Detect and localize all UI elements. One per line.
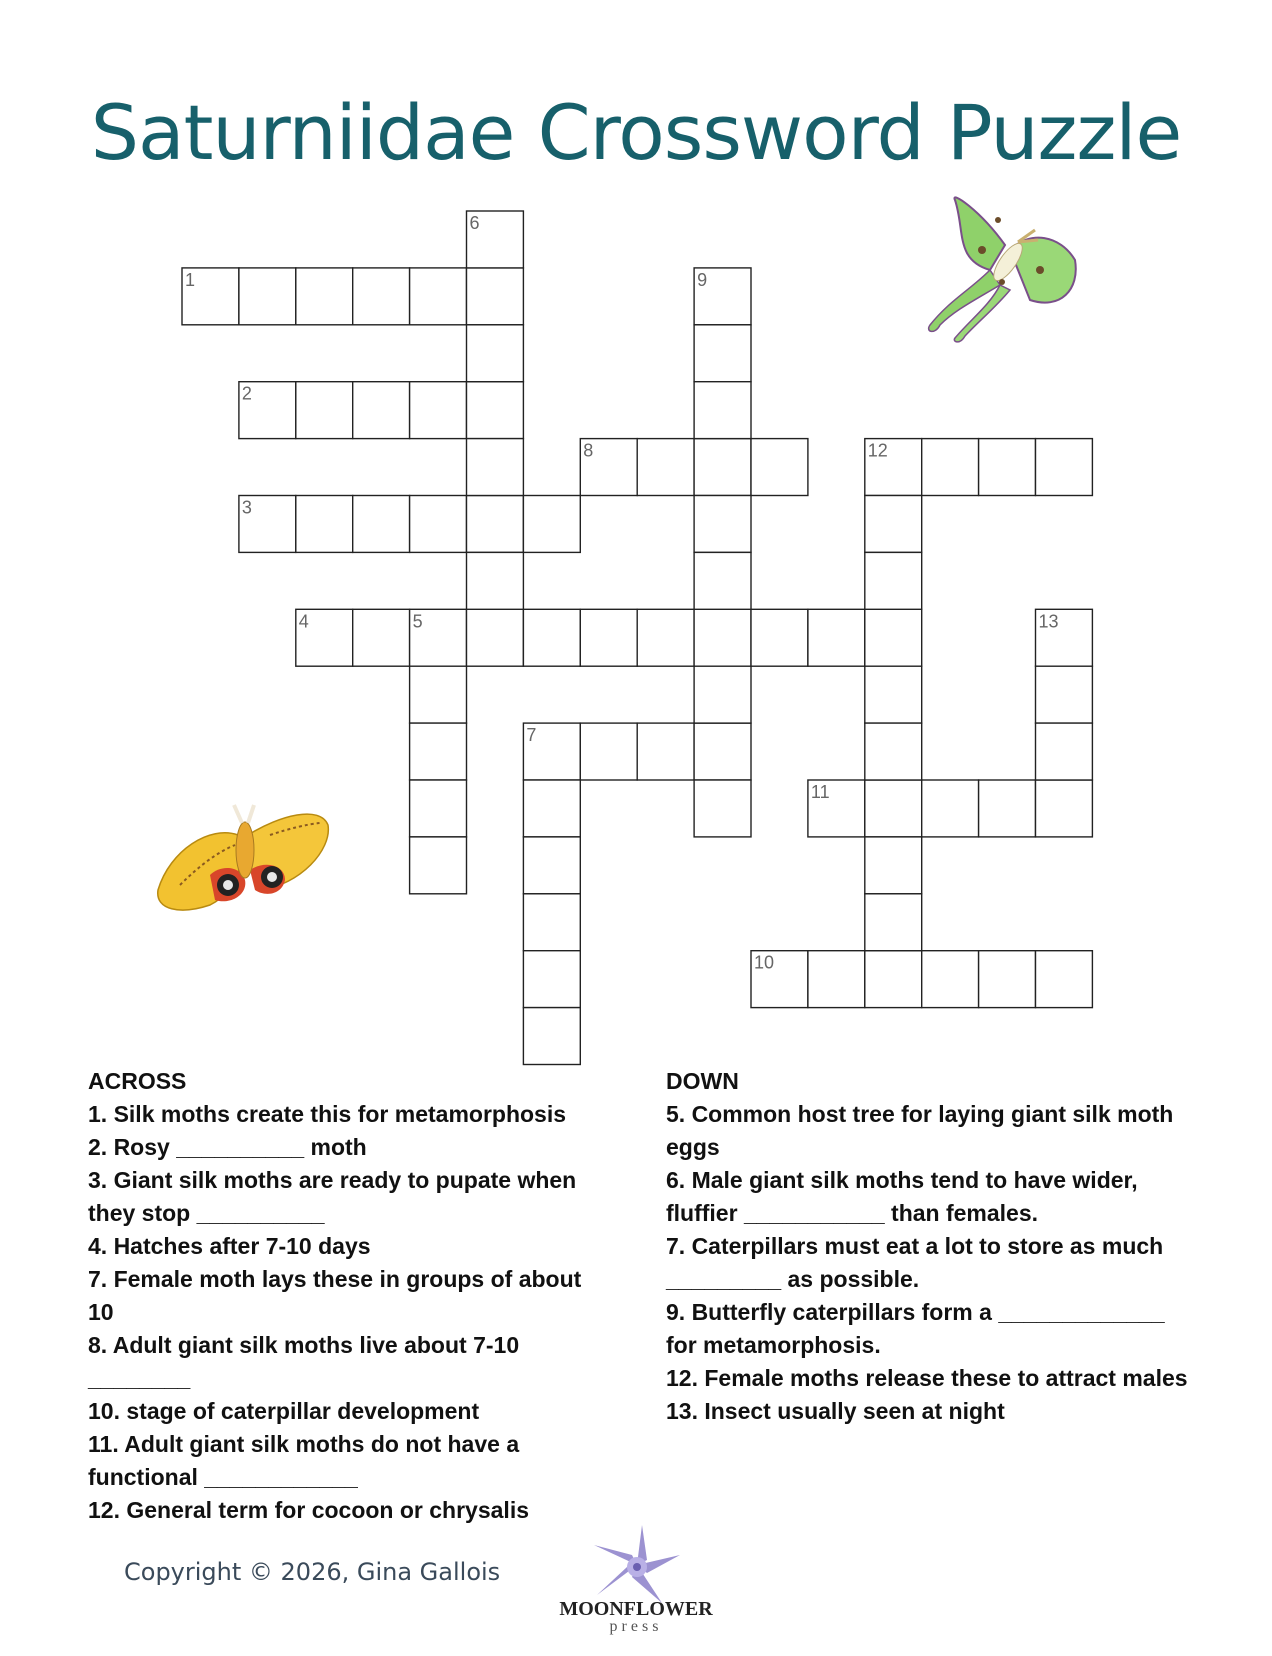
grid-cell[interactable]: [979, 439, 1036, 496]
grid-cell[interactable]: [1036, 439, 1093, 496]
grid-cell[interactable]: [410, 723, 467, 780]
grid-cell[interactable]: [637, 609, 694, 666]
clue-number: 13: [1038, 611, 1059, 632]
grid-cell[interactable]: [865, 780, 922, 837]
grid-cell[interactable]: [694, 382, 751, 439]
grid-cell[interactable]: [523, 609, 580, 666]
grid-cell[interactable]: [694, 552, 751, 609]
grid-cell[interactable]: [523, 780, 580, 837]
down-clue-13: 13. Insect usually seen at night: [666, 1398, 1005, 1424]
grid-cell[interactable]: [410, 837, 467, 894]
grid-cell[interactable]: [523, 1008, 580, 1065]
grid-cell[interactable]: [865, 894, 922, 951]
grid-cell[interactable]: [865, 723, 922, 780]
grid-cell[interactable]: [694, 723, 751, 780]
grid-cell[interactable]: [296, 382, 353, 439]
grid-cell[interactable]: [467, 496, 524, 553]
clue-number: 9: [697, 269, 708, 290]
grid-cell[interactable]: [694, 496, 751, 553]
luna-moth-icon: [929, 197, 1076, 341]
grid-cell[interactable]: [410, 666, 467, 723]
grid-cell[interactable]: [979, 951, 1036, 1008]
grid-cell[interactable]: [694, 780, 751, 837]
page-title: Saturniidae Crossword Puzzle: [90, 88, 1182, 177]
down-clue-5: 5. Common host tree for laying giant silk moth eggs: [666, 1101, 1174, 1160]
grid-cell[interactable]: [865, 666, 922, 723]
grid-cell[interactable]: [694, 325, 751, 382]
grid-cell[interactable]: [1036, 723, 1093, 780]
clue-number: 3: [241, 497, 252, 518]
across-heading: ACROSS: [88, 1068, 187, 1094]
grid-cell[interactable]: [1036, 951, 1093, 1008]
grid-cell[interactable]: [410, 382, 467, 439]
grid-cell[interactable]: [467, 325, 524, 382]
clue-number: 2: [241, 383, 252, 404]
clue-number: 1: [185, 269, 196, 290]
down-clue-7: 7. Caterpillars must eat a lot to store as much _________ as possible.: [666, 1233, 1164, 1292]
grid-cell[interactable]: [865, 609, 922, 666]
grid-cell[interactable]: [694, 666, 751, 723]
across-clue-3: 3. Giant silk moths are ready to pupate when they stop __________: [88, 1167, 577, 1226]
across-clues: [88, 1065, 608, 1527]
grid-cell[interactable]: [410, 268, 467, 325]
brand-sub: press: [609, 1618, 663, 1635]
grid-cell[interactable]: [239, 268, 296, 325]
clue-number: 5: [412, 611, 423, 632]
grid-cell[interactable]: [467, 439, 524, 496]
grid-cell[interactable]: [751, 439, 808, 496]
grid-cell[interactable]: [637, 439, 694, 496]
grid-cell[interactable]: [865, 552, 922, 609]
grid-cell[interactable]: [296, 268, 353, 325]
grid-cell[interactable]: [523, 496, 580, 553]
moonflower-press-logo: [556, 1600, 716, 1636]
across-clue-7: 7. Female moth lays these in groups of about 10: [88, 1266, 582, 1325]
clue-number: 10: [754, 952, 775, 973]
across-clue-1: 1. Silk moths create this for metamorphosis: [88, 1101, 567, 1127]
grid-cell[interactable]: [922, 439, 979, 496]
grid-cell[interactable]: [922, 780, 979, 837]
grid-cell[interactable]: [922, 951, 979, 1008]
grid-cell[interactable]: [523, 894, 580, 951]
brand-name: MOONFLOWER: [559, 1598, 713, 1620]
clue-number: 12: [867, 440, 888, 461]
grid-cell[interactable]: [353, 496, 410, 553]
across-clue-4: 4. Hatches after 7-10 days: [88, 1233, 371, 1259]
moonflower-logo-icon: [592, 1525, 682, 1605]
clue-number: 6: [469, 213, 480, 233]
grid-cell[interactable]: [808, 609, 865, 666]
grid-cell[interactable]: [865, 837, 922, 894]
down-clue-12: 12. Female moths release these to attract males: [666, 1365, 1188, 1391]
grid-cell[interactable]: [410, 780, 467, 837]
down-clues: [666, 1065, 1196, 1428]
grid-cell[interactable]: [808, 951, 865, 1008]
grid-cell[interactable]: [751, 609, 808, 666]
io-moth-illustration: [150, 795, 335, 930]
grid-cell[interactable]: [353, 609, 410, 666]
grid-cell[interactable]: [353, 268, 410, 325]
clue-number: 8: [583, 440, 594, 461]
grid-cell[interactable]: [580, 609, 637, 666]
grid-cell[interactable]: [865, 496, 922, 553]
grid-cell[interactable]: [694, 439, 751, 496]
copyright-text: Copyright © 2026, Gina Gallois: [124, 1558, 501, 1586]
down-clue-9: 9. Butterfly caterpillars form a _____________ for metamorphosis.: [666, 1299, 1165, 1358]
grid-cell[interactable]: [467, 268, 524, 325]
clue-number: 7: [526, 725, 537, 746]
across-clue-8: 8. Adult giant silk moths live about 7-10 ________: [88, 1332, 520, 1391]
grid-cell[interactable]: [410, 496, 467, 553]
grid-cell[interactable]: [1036, 780, 1093, 837]
across-clue-12: 12. General term for cocoon or chrysalis: [88, 1497, 529, 1523]
grid-cell[interactable]: [353, 382, 410, 439]
down-heading: DOWN: [666, 1068, 739, 1094]
grid-cell[interactable]: [865, 951, 922, 1008]
clue-number: 4: [298, 611, 309, 632]
grid-cell[interactable]: [523, 837, 580, 894]
grid-cell[interactable]: [979, 780, 1036, 837]
grid-cell[interactable]: [467, 382, 524, 439]
grid-cell[interactable]: [523, 951, 580, 1008]
io-moth-icon: [158, 805, 329, 910]
grid-cell[interactable]: [467, 609, 524, 666]
grid-cell[interactable]: [637, 723, 694, 780]
grid-cell[interactable]: [580, 723, 637, 780]
down-clue-6: 6. Male giant silk moths tend to have wider, fluffier ___________ than females.: [666, 1167, 1138, 1226]
grid-cell[interactable]: [467, 552, 524, 609]
grid-cell[interactable]: [694, 609, 751, 666]
across-clue-11: 11. Adult giant silk moths do not have a functional ____________: [88, 1431, 520, 1490]
grid-cell[interactable]: [1036, 666, 1093, 723]
clue-number: 11: [810, 782, 830, 802]
grid-cell[interactable]: [296, 496, 353, 553]
across-clue-10: 10. stage of caterpillar development: [88, 1398, 480, 1424]
luna-moth-illustration: [910, 190, 1085, 350]
across-clue-2: 2. Rosy __________ moth: [88, 1134, 367, 1160]
